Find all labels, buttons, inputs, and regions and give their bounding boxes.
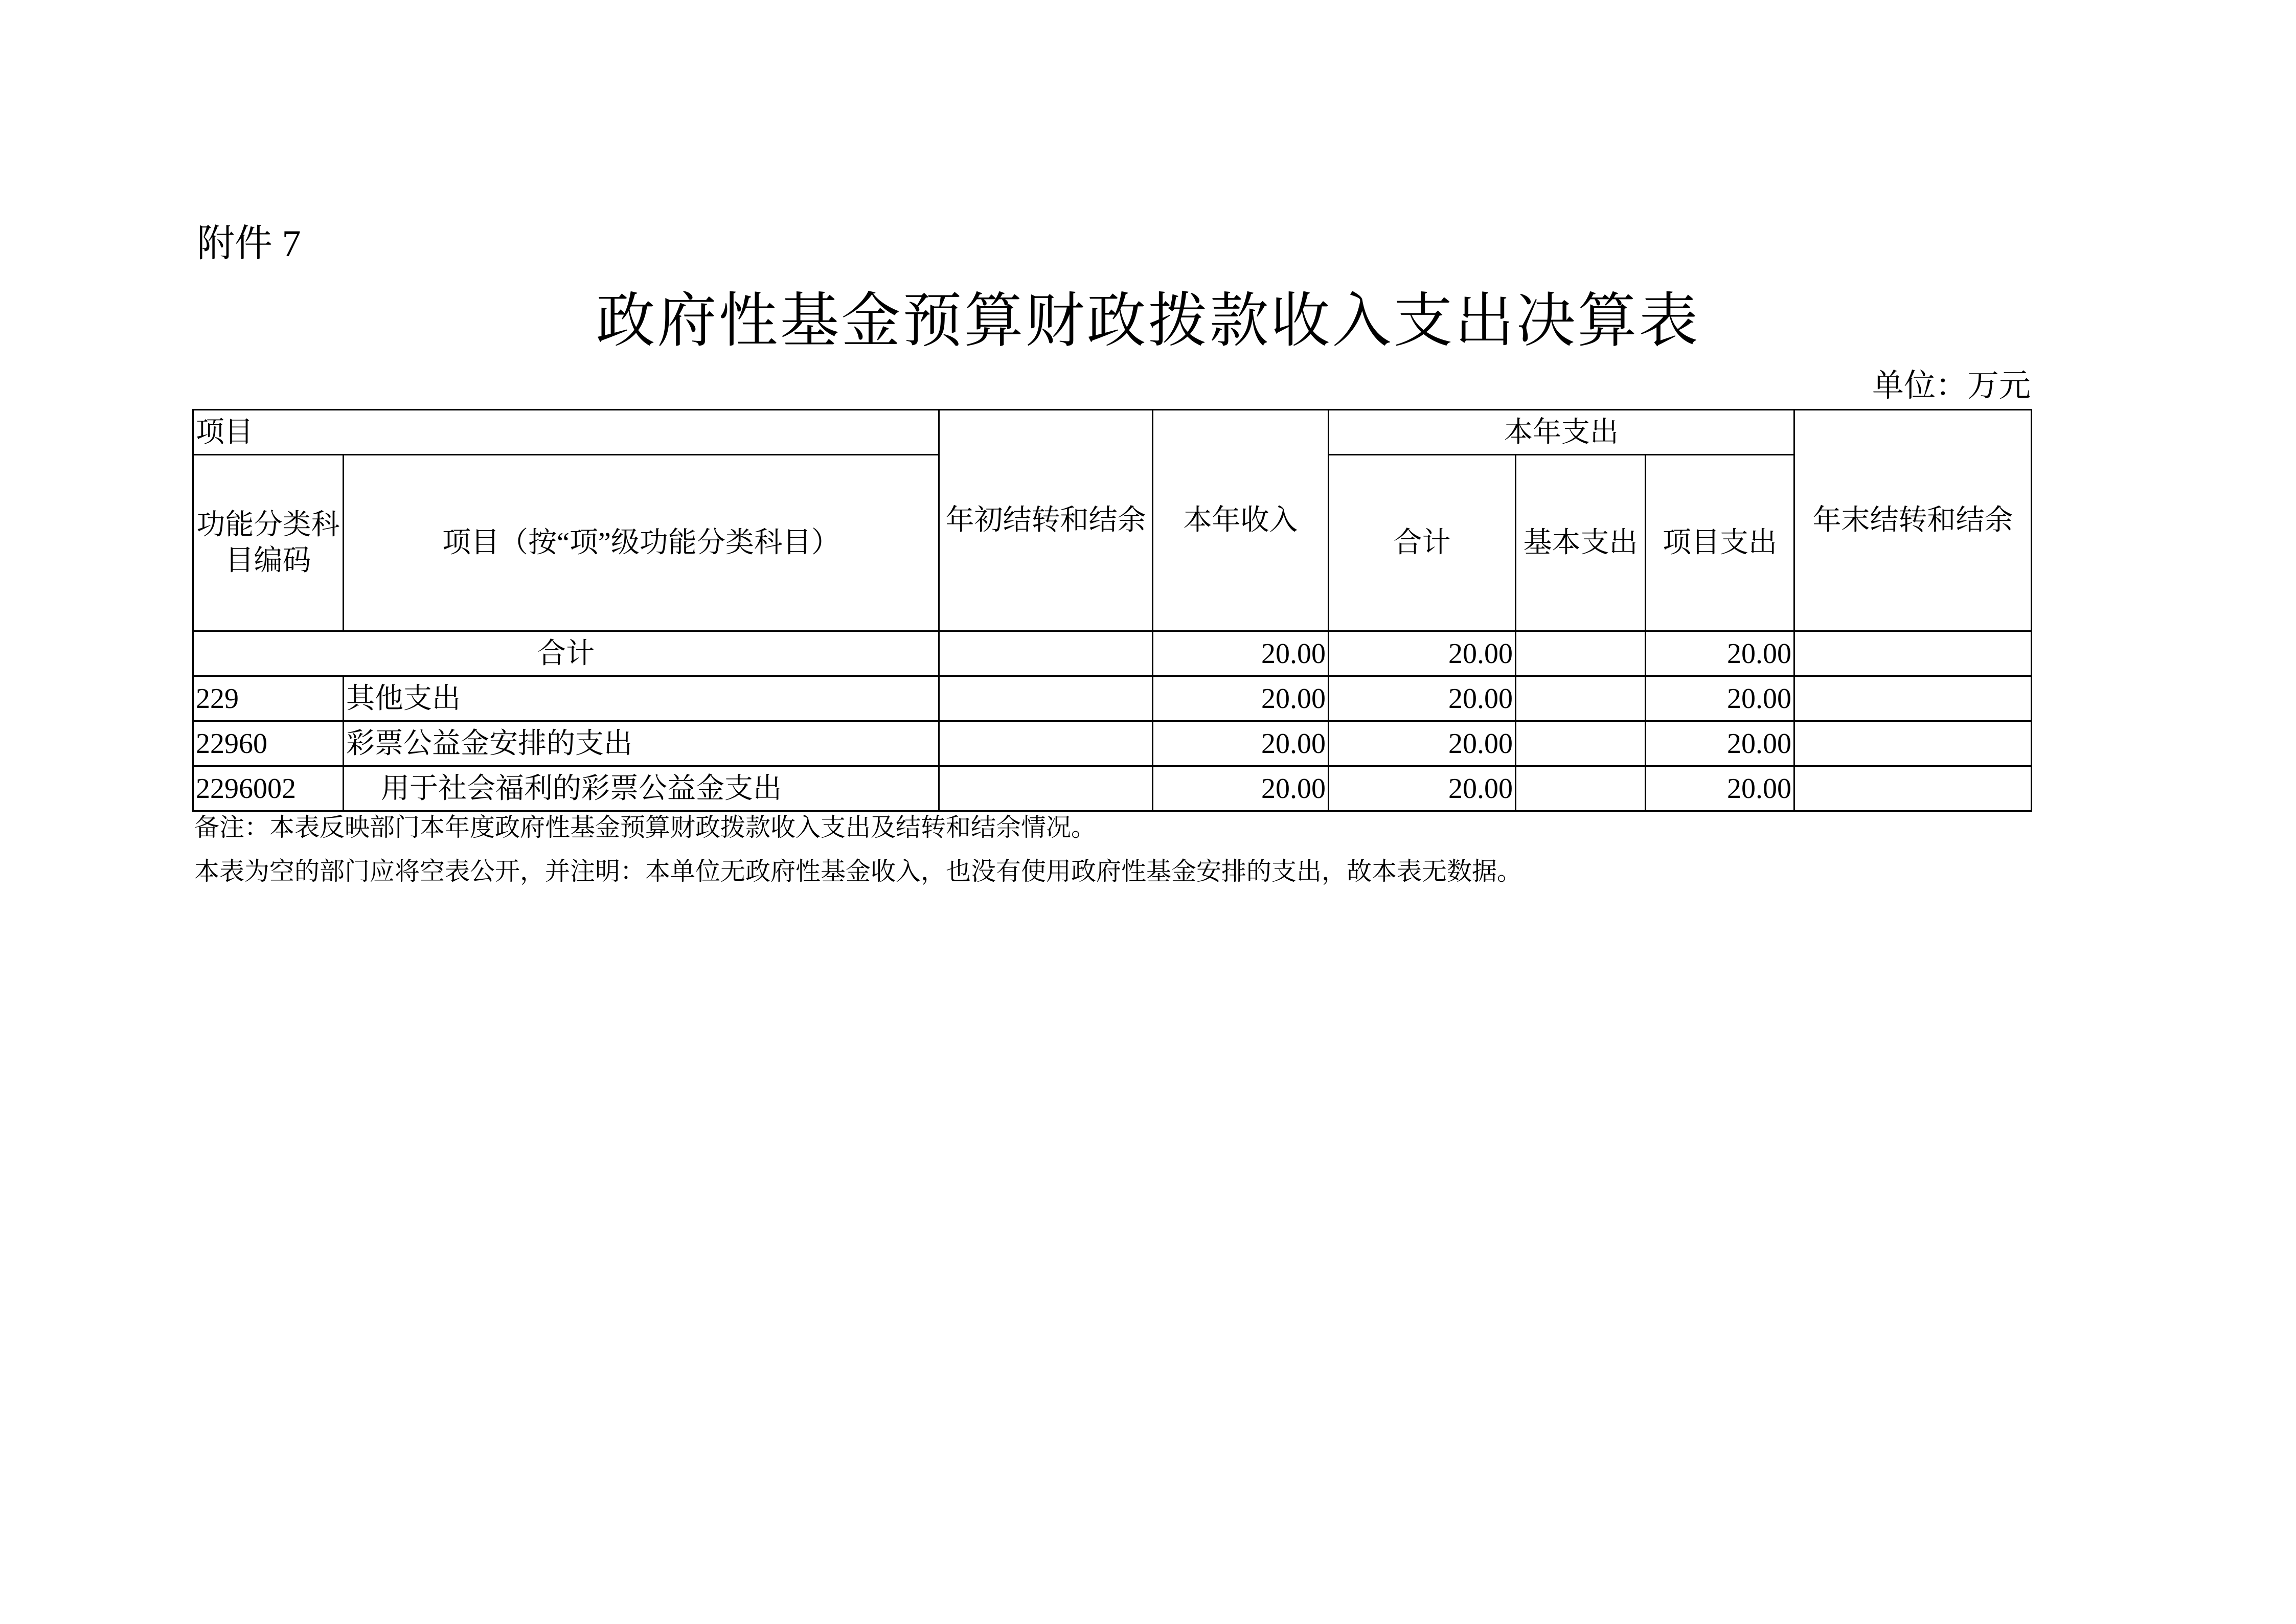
header-carryover-begin: 年初结转和结余 [939,410,1153,631]
row-name: 其他支出 [344,676,939,721]
total-label: 合计 [193,631,939,676]
header-carryover-end: 年末结转和结余 [1794,410,2032,631]
row-carryover-end [1794,721,2032,766]
note-line-2: 本表为空的部门应将空表公开，并注明：本单位无政府性基金收入，也没有使用政府性基金安排的支出，故本表无数据。 [194,857,1522,885]
row-exp-project: 20.00 [1646,676,1794,721]
row-name: 彩票公益金安排的支出 [344,721,939,766]
row-exp-basic [1516,676,1646,721]
header-current-expenditure: 本年支出 [1329,410,1794,455]
row-exp-project: 20.00 [1646,766,1794,811]
table-row [193,721,2032,766]
page-title: 政府性基金预算财政拨款收入支出决算表 [596,286,1700,355]
header-project-expenditure: 项目支出 [1646,455,1794,631]
total-carryover-end [1794,631,2032,676]
row-carryover-end [1794,676,2032,721]
row-code: 2296002 [193,766,344,811]
row-exp-total: 20.00 [1329,721,1516,766]
row-exp-basic [1516,721,1646,766]
row-income: 20.00 [1153,766,1329,811]
header-item: 项目 [193,410,939,455]
total-exp-project: 20.00 [1646,631,1794,676]
row-exp-total: 20.00 [1329,766,1516,811]
row-code: 229 [193,676,344,721]
row-exp-basic [1516,766,1646,811]
table-row [193,766,2032,811]
header-current-income: 本年收入 [1153,410,1329,631]
header-func-code: 功能分类科目编码 [193,455,344,631]
total-row [193,631,2032,676]
header-basic-expenditure: 基本支出 [1516,455,1646,631]
row-income: 20.00 [1153,676,1329,721]
header-row-1 [193,410,2032,455]
total-carryover-begin [939,631,1153,676]
table-row [193,676,2032,721]
header-item-name: 项目（按“项”级功能分类科目） [344,455,939,631]
row-exp-project: 20.00 [1646,721,1794,766]
header-exp-total: 合计 [1329,455,1516,631]
row-code: 22960 [193,721,344,766]
attachment-label: 附件 7 [197,223,301,265]
row-name: 用于社会福利的彩票公益金支出 [344,766,939,811]
note-line-1: 备注：本表反映部门本年度政府性基金预算财政拨款收入支出及结转和结余情况。 [194,813,1097,841]
row-carryover-begin [939,676,1153,721]
row-carryover-end [1794,766,2032,811]
row-income: 20.00 [1153,721,1329,766]
total-income: 20.00 [1153,631,1329,676]
total-exp-total: 20.00 [1329,631,1516,676]
total-exp-basic [1516,631,1646,676]
row-carryover-begin [939,766,1153,811]
unit-label: 单位：万元 [1872,369,2031,403]
row-carryover-begin [939,721,1153,766]
budget-table [192,409,2032,812]
row-exp-total: 20.00 [1329,676,1516,721]
